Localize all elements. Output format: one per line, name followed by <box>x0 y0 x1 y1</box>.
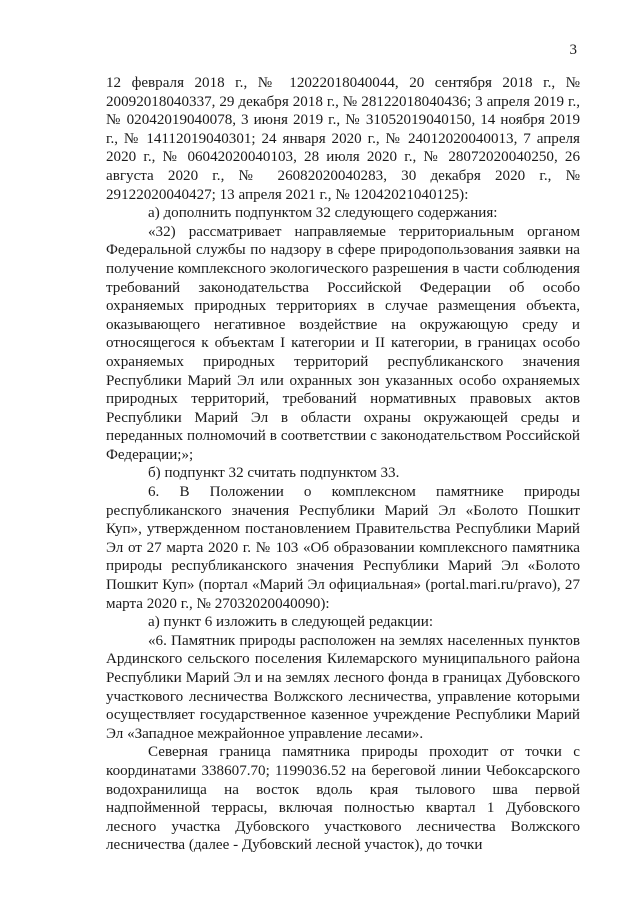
paragraph: а) дополнить подпунктом 32 следующего содержания: <box>148 205 498 222</box>
paragraph: Северная граница памятника природы проходит от точки с координатами 338607.70; 1199036.52 на береговой линии Чебоксарского водохранилища на восток вдоль края тылового шва первой надпойменной террасы, включая полностью квартал 1 Дубовского лесного участка Дубовского участкового лесничества Волжского лесничества (далее - Дубовский лесной участок), до точки <box>106 744 580 854</box>
paragraph: «6. Памятник природы расположен на землях населенных пунктов Ардинского сельского поселения Килемарского муниципального района Республики Марий Эл и на землях лесного фонда в границах Дубовского участкового лесничества Волжского лесничества, управление которыми осуществляет государственное казенное учреждение Республики Марий Эл «Западное межрайонное управление лесами». <box>106 632 580 742</box>
document-body <box>106 74 580 855</box>
paragraph: 6. В Положении о комплексном памятнике природы республиканского значения Республики Марий Эл «Болото Пошкит Куп», утвержденном постановлением Правительства Республики Марий Эл от 27 марта 2020 г. № 103 «Об образовании комплексного памятника природы республиканского значения Республики Марий Эл «Болото Пошкит Куп» (портал «Марий Эл официальная» (portal.mari.ru/pravo), 27 марта 2020 г., № 27032020040090): <box>106 484 580 612</box>
paragraph: «32) рассматривает направляемые территориальным органом Федеральной службы по надзору в сфере природопользования заявки на получение комплексного экологического разрешения в части соблюдения требований законодательства Российской Федерации об особо охраняемых природных территориях в случае размещения объекта, оказывающего негативное воздействие на окружающую среду и относящегося к объектам I категории и II категории, в границах особо охраняемых природных территорий республиканского значения Республики Марий Эл или охранных зон указанных особо охраняемых природных территорий, требований нормативных правовых актов Республики Марий Эл в области охраны окружающей среды и переданных полномочий в соответствии с законодательством Российской Федерации;»; <box>106 223 580 463</box>
paragraph: а) пункт 6 изложить в следующей редакции: <box>148 614 434 631</box>
paragraph: б) подпункт 32 считать подпунктом 33. <box>148 465 400 482</box>
page-number: 3 <box>569 42 577 58</box>
paragraph: 12 февраля 2018 г., № 12022018040044, 20 сентября 2018 г., № 20092018040337, 29 декабря 2018 г., № 28122018040436; 3 апреля 2019 г., № 02042019040078, 3 июня 2019 г., № 31052019040150, 14 ноября 2019 г., № 14112019040301; 24 января 2020 г., № 24012020040013, 7 апреля 2020 г., № 06042020040103, 28 июля 2020 г., № 28072020040250, 26 августа 2020 г., № 26082020040283, 30 декабря 2020 г., № 29122020040427; 13 апреля 2021 г., № 12042021040125): <box>106 75 580 203</box>
